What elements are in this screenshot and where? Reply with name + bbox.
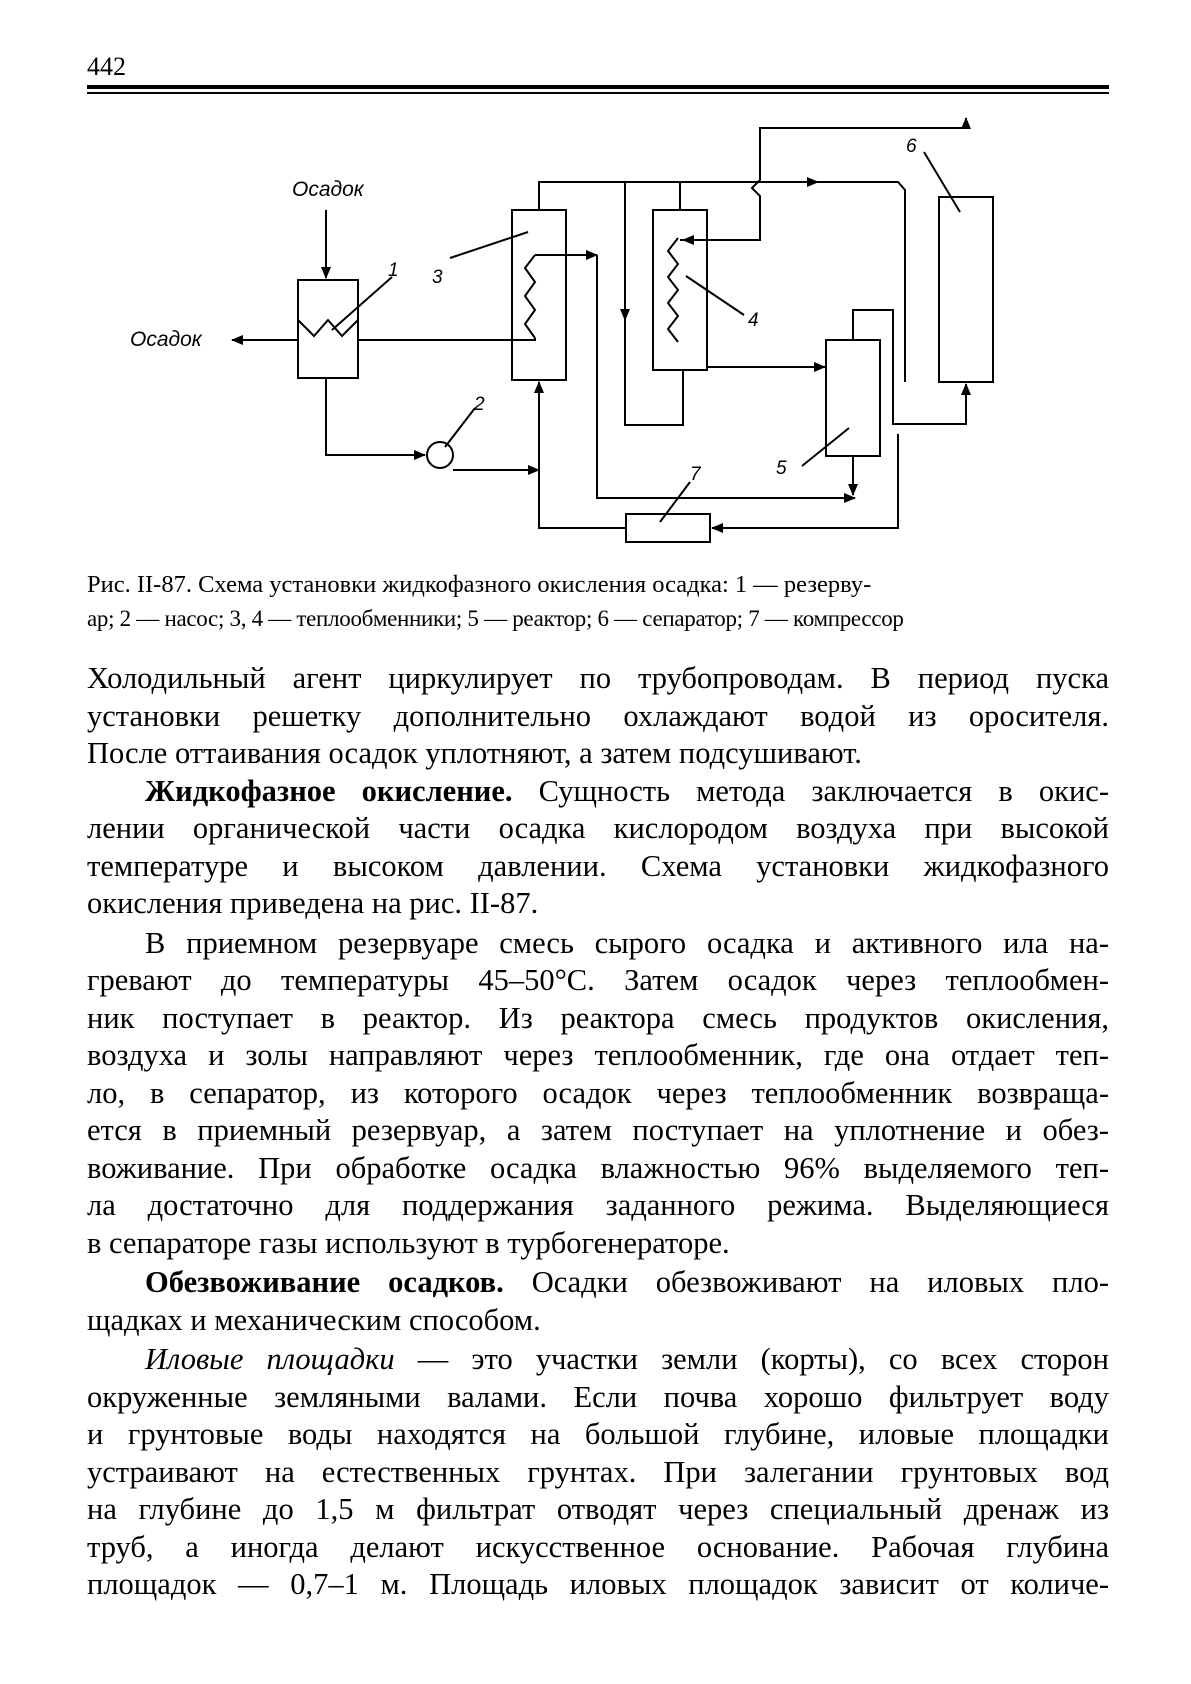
output-sludge-label: Осадок xyxy=(130,328,202,351)
reactor-5 xyxy=(826,340,880,456)
heat-exchanger-4-coil xyxy=(668,238,678,342)
p2-line-3: температуре и высоком давлении. Схема установки жидкофазного xyxy=(87,848,1109,883)
p5-line-1-text: — это участки земли (корты), со всех сторон xyxy=(394,1342,1109,1376)
p3-line-2: гревают до температуры 45–50°С. Затем осадок через теплообмен- xyxy=(87,963,1109,997)
callout-3: 3 xyxy=(432,267,443,288)
p2-heading: Жидкофазное окисление. xyxy=(145,773,513,808)
figure-caption xyxy=(87,568,1109,636)
p5-line-5: на глубине до 1,5 м фильтрат отводят через специальный дренаж из xyxy=(87,1492,1109,1526)
caption-line-2: ар; 2 — насос; 3, 4 — теплообменники; 5 — реактор; 6 — сепаратор; 7 — компрессор xyxy=(87,606,904,631)
p5-line-4: устраивают на естественных грунтах. При залегании грунтовых вод xyxy=(87,1454,1109,1489)
p3-line-1: В приемном резервуаре смесь сырого осадка и активного ила на- xyxy=(145,925,1109,960)
p3-line-3: ник поступает в реактор. Из реактора смесь продуктов окисления, xyxy=(87,1000,1109,1035)
p1-line-2: установки решетку дополнительно охлаждают водой из оросителя. xyxy=(87,698,1109,733)
callout-2: 2 xyxy=(474,394,485,415)
compressor-7 xyxy=(626,514,710,542)
p3-line-4: воздуха и золы направляют через теплообменник, где она отдает теп- xyxy=(87,1038,1109,1072)
callout-5: 5 xyxy=(776,458,787,479)
p5-line-1 xyxy=(87,1341,1109,1379)
p5-line-7: площадок — 0,7–1 м. Площадь иловых площадок зависит от количе- xyxy=(87,1567,1109,1601)
heat-exchanger-4 xyxy=(653,210,707,370)
p1-line-1: Холодильный агент циркулирует по трубопроводам. В период пуска xyxy=(87,661,1109,695)
p2-line-4: окисления приведена на рис. II-87. xyxy=(87,886,539,920)
p4-heading: Обезвоживание осадков. xyxy=(145,1265,504,1299)
p2-line-2: лении органической части осадка кислородом воздуха при высокой xyxy=(87,811,1109,845)
p1-line-3: После оттаивания осадок уплотняют, а затем подсушивают. xyxy=(87,736,862,770)
p3-line-8: ла достаточно для поддержания заданного режима. Выделяющиеся xyxy=(87,1188,1109,1222)
input-sludge-label: Осадок xyxy=(292,178,364,201)
callout-6: 6 xyxy=(906,136,917,157)
p5-line-3: и грунтовые воды находятся на большой глубине, иловые площадки xyxy=(87,1417,1109,1451)
p4-line-2: щадках и механическим способом. xyxy=(87,1302,541,1337)
separator-6 xyxy=(939,197,993,382)
body-text xyxy=(87,660,1109,1604)
callout-7: 7 xyxy=(690,464,701,485)
process-flow-diagram xyxy=(0,0,1191,560)
caption-line-1: Рис. II-87. Схема установки жидкофазного окисления осадка: 1 — резерву- xyxy=(87,571,872,598)
pump-2 xyxy=(427,442,453,468)
callout-4: 4 xyxy=(748,310,759,331)
callout-1: 1 xyxy=(388,260,399,281)
reservoir-coil xyxy=(298,320,358,336)
p3-line-6: ется в приемный резервуар, а затем поступает на уплотнение и обез- xyxy=(87,1113,1109,1147)
p2-line-1 xyxy=(87,773,1109,811)
p5-line-6: труб, а иногда делают искусственное основание. Рабочая глубина xyxy=(87,1529,1109,1564)
p3-line-7: воживание. При обработке осадка влажностью 96% выделяемого теп- xyxy=(87,1150,1109,1185)
p3-line-9: в сепараторе газы используют в турбогенераторе. xyxy=(87,1225,730,1260)
p2-line-1-text: Сущность метода заключается в окис- xyxy=(512,773,1109,808)
p3-line-5: ло, в сепаратор, из которого осадок через теплообменник возвраща- xyxy=(87,1075,1109,1110)
page-number: 442 xyxy=(87,52,126,81)
p5-term: Иловые площадки xyxy=(145,1342,395,1376)
p4-line-1 xyxy=(87,1264,1109,1302)
p4-line-1-text: Осадки обезвоживают на иловых пло- xyxy=(503,1265,1110,1299)
p5-line-2: окруженные земляными валами. Если почва хорошо фильтрует воду xyxy=(87,1379,1109,1414)
heat-exchanger-3-coil xyxy=(525,255,535,338)
